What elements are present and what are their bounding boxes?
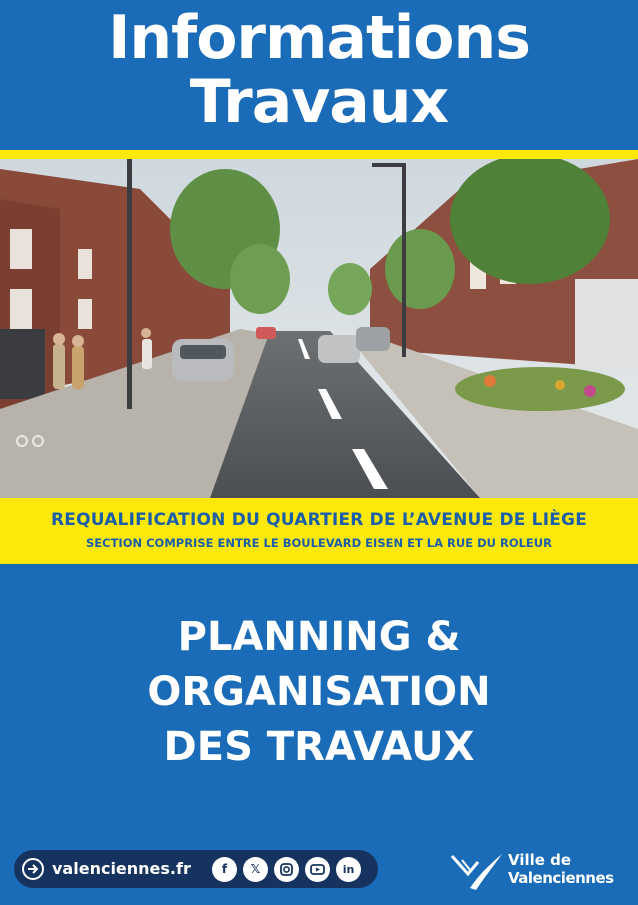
project-banner: [0, 498, 638, 564]
main-heading: [0, 610, 638, 775]
x-icon[interactable]: 𝕏: [243, 857, 268, 882]
header: [0, 0, 638, 150]
project-section: SECTION COMPRISE ENTRE LE BOULEVARD EISEN ET LA RUE DU ROLEUR: [86, 536, 552, 550]
ville-de-valenciennes-logo: [448, 848, 628, 894]
heading-line-1: PLANNING &: [177, 614, 461, 660]
instagram-icon[interactable]: [274, 857, 299, 882]
facebook-icon[interactable]: f: [212, 857, 237, 882]
linkedin-icon[interactable]: in: [336, 857, 361, 882]
title-line-2: Travaux: [189, 67, 449, 137]
logo-line-1: Ville de: [508, 851, 572, 869]
heading-line-2: ORGANISATION: [147, 669, 491, 715]
logo-line-2: Valenciennes: [508, 869, 614, 887]
heading-line-3: DES TRAVAUX: [163, 724, 475, 770]
arrow-right-icon: [22, 858, 44, 880]
website-link[interactable]: valenciennes.fr: [52, 859, 191, 878]
youtube-icon[interactable]: [305, 857, 330, 882]
title-line-1: Informations: [108, 3, 530, 73]
yellow-divider: [0, 150, 638, 159]
logo-emblem-icon: [448, 848, 504, 894]
website-social-bar: [14, 850, 378, 888]
street-rendering-image: [0, 159, 638, 498]
project-title: REQUALIFICATION DU QUARTIER DE L’AVENUE DE LIÈGE: [50, 510, 588, 530]
